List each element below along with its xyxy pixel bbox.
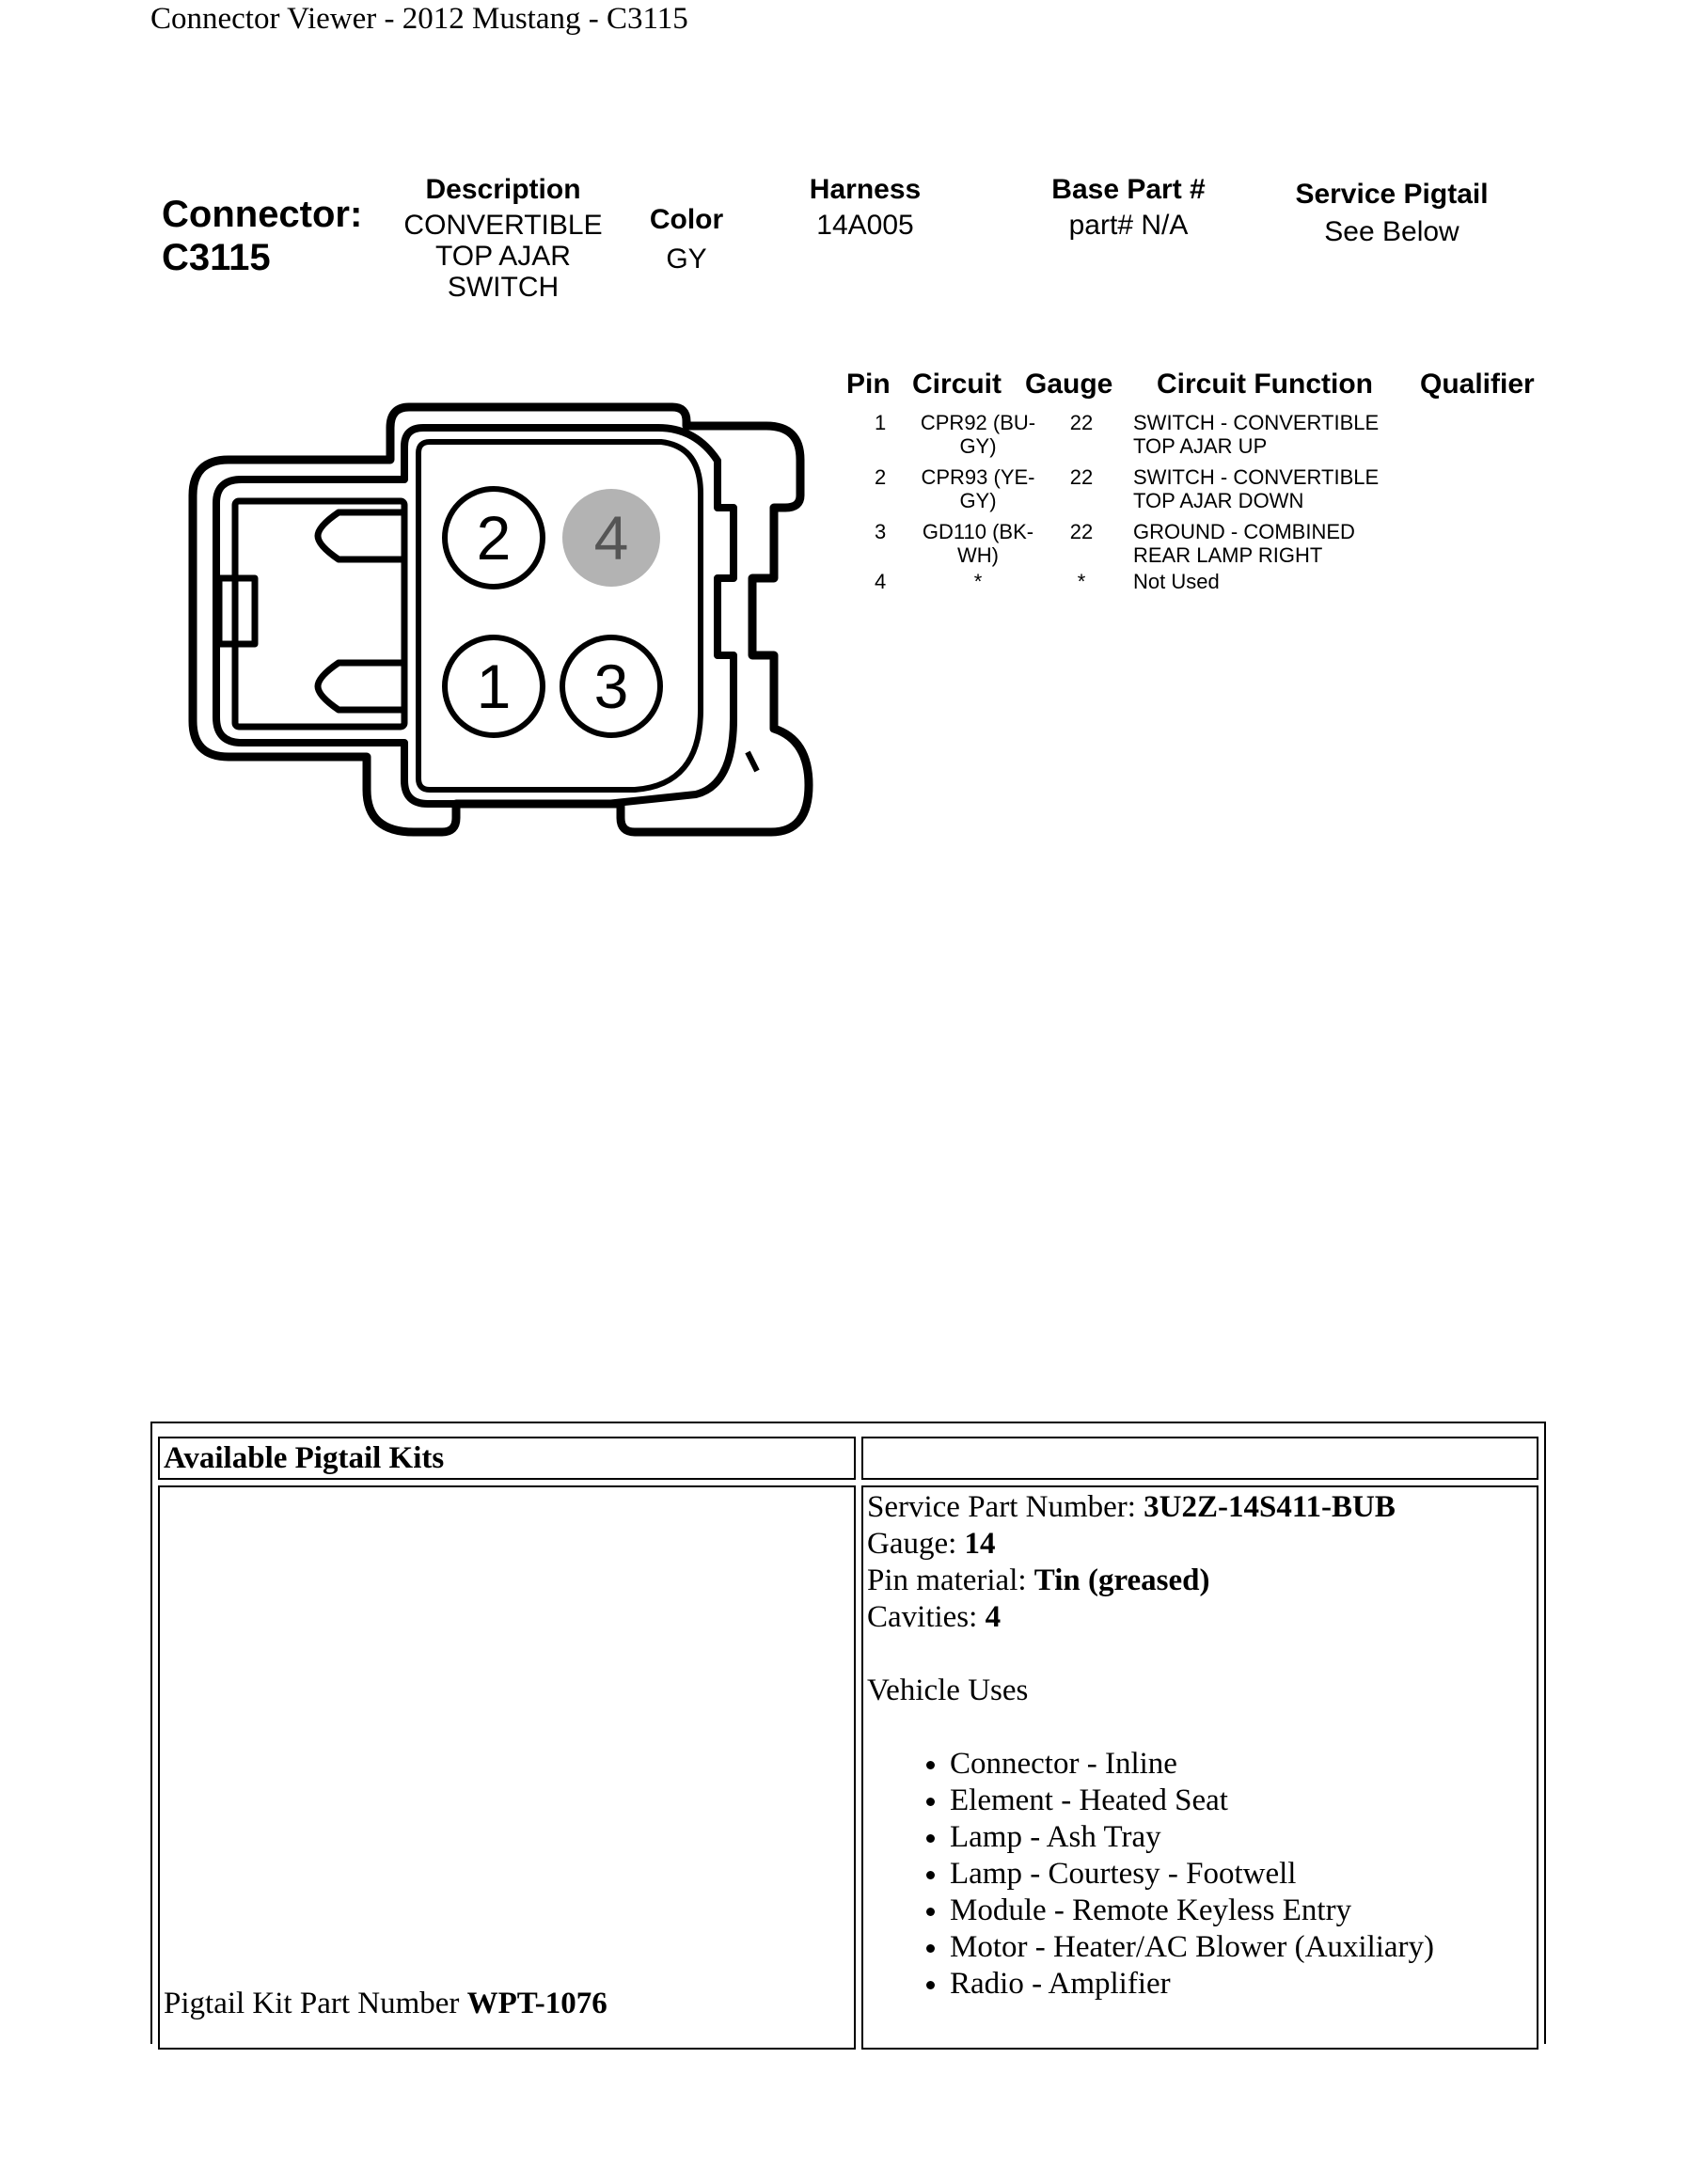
kit-part-number xyxy=(164,1986,607,2022)
description-line: TOP AJAR xyxy=(435,241,571,272)
harness-value: 14A005 xyxy=(816,210,914,241)
connector-face-diagram xyxy=(183,390,823,860)
pin-material-value: Tin (greased) xyxy=(1033,1563,1210,1597)
connector-id: C3115 xyxy=(162,237,271,278)
function-line: TOP AJAR UP xyxy=(1133,434,1268,458)
list-item: • Lamp - Ash Tray xyxy=(950,1819,1434,1856)
cavity-2 xyxy=(445,489,543,587)
latch-notch-lower xyxy=(318,663,404,710)
base-part-column xyxy=(1034,174,1223,241)
function-cell xyxy=(1133,411,1379,458)
pin-material-label: Pin material: xyxy=(867,1563,1034,1597)
function-cell xyxy=(1133,520,1355,567)
vehicle-uses-label: Vehicle Uses xyxy=(867,1673,1029,1707)
pin-cell: 4 xyxy=(875,570,887,593)
cavity-label: 4 xyxy=(593,503,629,573)
circuit-cell xyxy=(903,465,1053,512)
housing-inner-outline xyxy=(216,428,734,804)
circuit-cell xyxy=(903,570,1053,593)
cavities-line xyxy=(867,1599,1434,1636)
service-part-value: 3U2Z-14S411-BUB xyxy=(1144,1490,1396,1524)
circuit-line: GD110 (BK- xyxy=(922,520,1034,543)
function-line: TOP AJAR DOWN xyxy=(1133,489,1304,512)
circuit-line: GY) xyxy=(959,489,997,512)
circuit-line: CPR93 (YE- xyxy=(921,465,1035,489)
list-item: • Motor - Heater/AC Blower (Auxiliary) xyxy=(950,1929,1434,1966)
gauge-line xyxy=(867,1526,1434,1563)
pigtail-kits-header-cell xyxy=(158,1437,856,1480)
harness-header: Harness xyxy=(809,174,922,205)
connector-label xyxy=(162,193,362,279)
pigtail-kits-header: Available Pigtail Kits xyxy=(164,1441,445,1475)
pin-cell: 3 xyxy=(875,520,887,543)
pin-cell: 2 xyxy=(875,465,887,489)
latch-notch-upper xyxy=(318,512,404,559)
circuit-cell xyxy=(903,411,1053,458)
cavity-4 xyxy=(562,489,660,587)
cavity-label: 3 xyxy=(593,652,629,721)
service-pigtail-value: See Below xyxy=(1324,216,1459,247)
description-column xyxy=(395,174,611,303)
function-cell xyxy=(1133,570,1220,593)
gauge-cell: 22 xyxy=(1069,465,1094,489)
cavity-block-outline xyxy=(418,442,701,790)
base-part-value: part# N/A xyxy=(1068,210,1189,241)
page-title: Connector Viewer - 2012 Mustang - C3115 xyxy=(150,2,688,36)
pin-material-line xyxy=(867,1563,1434,1599)
kit-part-value: WPT-1076 xyxy=(466,1987,607,2020)
description-header: Description xyxy=(425,174,581,205)
pin-header: Pin xyxy=(846,369,891,400)
kit-details xyxy=(867,1489,1434,2003)
kit-part-label: Pigtail Kit Part Number xyxy=(164,1987,467,2020)
color-column xyxy=(630,204,743,275)
kit-part-cell xyxy=(158,1485,856,2050)
gauge-cell: * xyxy=(1077,570,1086,593)
header-empty-cell xyxy=(861,1437,1538,1480)
cavity-3 xyxy=(562,637,660,735)
circuit-header: Circuit xyxy=(912,369,1002,400)
keyway-mark xyxy=(748,752,757,771)
circuit-line: WH) xyxy=(957,543,999,567)
vehicle-uses-list xyxy=(867,1746,1434,2003)
service-part-label: Service Part Number: xyxy=(867,1490,1144,1524)
gauge-header: Gauge xyxy=(1025,369,1113,400)
pin-cell: 1 xyxy=(875,411,887,434)
circuit-line: * xyxy=(973,570,983,593)
function-cell xyxy=(1133,465,1379,512)
list-item: • Lamp - Courtesy - Footwell xyxy=(950,1856,1434,1893)
cavity-label: 2 xyxy=(476,503,512,573)
description-value xyxy=(395,210,611,303)
list-item: • Radio - Amplifier xyxy=(950,1966,1434,2003)
function-line: REAR LAMP RIGHT xyxy=(1133,543,1323,567)
list-item: • Module - Remote Keyless Entry xyxy=(950,1893,1434,1929)
gauge-label: Gauge: xyxy=(867,1527,965,1561)
pigtail-kits-table xyxy=(150,1422,1546,2044)
list-item: • Connector - Inline xyxy=(950,1746,1434,1783)
cavities-label: Cavities: xyxy=(867,1600,986,1634)
service-pigtail-header: Service Pigtail xyxy=(1295,179,1489,210)
harness-column xyxy=(790,174,940,241)
qualifier-header: Qualifier xyxy=(1420,369,1535,400)
service-part-number xyxy=(867,1489,1434,1526)
cavity-label: 1 xyxy=(476,652,512,721)
circuit-function-header: Circuit Function xyxy=(1157,369,1373,400)
base-part-header: Base Part # xyxy=(1051,174,1206,205)
function-line: Not Used xyxy=(1133,570,1220,593)
list-item: • Element - Heated Seat xyxy=(950,1783,1434,1819)
gauge-value: 14 xyxy=(964,1527,996,1561)
cavities-value: 4 xyxy=(985,1600,1002,1634)
circuit-cell xyxy=(903,520,1053,567)
circuit-line: GY) xyxy=(959,434,997,458)
connector-label-line1: Connector: xyxy=(162,194,363,235)
gauge-cell: 22 xyxy=(1069,520,1094,543)
function-line: SWITCH - CONVERTIBLE xyxy=(1133,411,1380,434)
description-line: CONVERTIBLE xyxy=(403,210,603,241)
kit-details-cell xyxy=(861,1485,1538,2050)
function-line: SWITCH - CONVERTIBLE xyxy=(1133,465,1380,489)
service-pigtail-column xyxy=(1288,179,1495,247)
gauge-cell: 22 xyxy=(1069,411,1094,434)
color-value: GY xyxy=(666,244,707,275)
color-header: Color xyxy=(649,204,724,235)
description-line: SWITCH xyxy=(447,272,560,303)
function-line: GROUND - COMBINED xyxy=(1133,520,1355,543)
circuit-line: CPR92 (BU- xyxy=(920,411,1036,434)
cavity-1 xyxy=(445,637,543,735)
